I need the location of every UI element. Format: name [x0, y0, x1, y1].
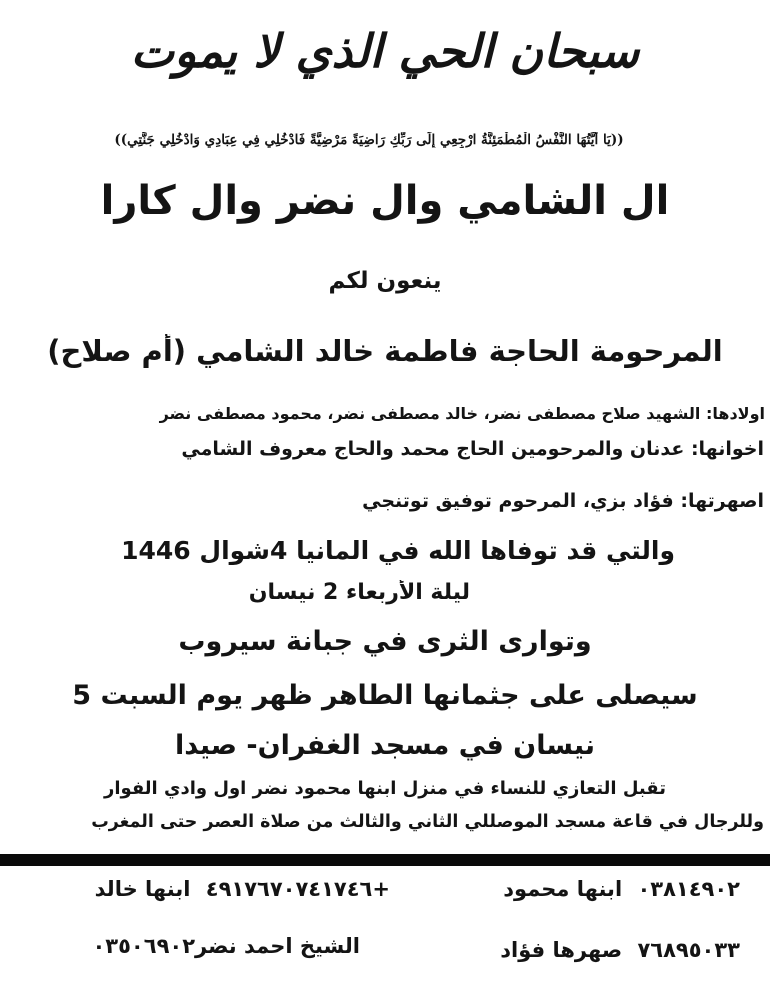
families-title: ال الشامي وال نضر وال كارا [100, 178, 670, 224]
header-calligraphy: سبحان الحي الذي لا يموت [130, 24, 640, 78]
contact-khaled-label: ابنها خالد [94, 877, 191, 901]
contact-ahmad-label: الشيخ احمد نضر [195, 934, 360, 958]
contact-mahmoud-number: ٠٣٨١٤٩٠٢ [637, 877, 740, 901]
contact-khaled [95, 877, 390, 901]
announce-text: ينعون لكم [328, 268, 442, 294]
contact-mahmoud [503, 877, 740, 901]
night-line: ليلة الأربعاء 2 نيسان [248, 580, 470, 605]
condolences-women: تقبل التعازي للنساء في منزل ابنها محمود نضر اول وادي الفوار [104, 778, 666, 799]
contact-fouad-number: ٧٦٨٩٥٠٣٣ [637, 938, 740, 962]
contact-fouad [500, 938, 740, 962]
contact-ahmad-number: ٠٣٥٠٦٩٠٢ [92, 934, 196, 958]
inlaws-line: اصهرتها: فؤاد بزي، المرحوم توفيق توتنجي [362, 490, 764, 512]
divider-bar [0, 854, 770, 866]
brothers-line: اخوانها: عدنان والمرحومين الحاج محمد والحاج معروف الشامي [181, 438, 764, 460]
children-line: اولادها: الشهيد صلاح مصطفى نضر، خالد مصطفى نضر، محمود مصطفى نضر [159, 404, 765, 423]
burial-line: وتوارى الثرى في جبانة سيروب [178, 626, 592, 657]
contact-ahmad [92, 934, 360, 958]
quran-verse: ((يَا أَيَّتُهَا النَّفْسُ الْمُطْمَئِنَّةُ ارْجِعِي إِلَى رَبِّكِ رَاضِيَةً مَرْضِيَّةً فَادْخُلِي فِي عِبَادِي وَادْخُلِي جَنَّتِي)) [114, 132, 624, 148]
prayer-line-2: نيسان في مسجد الغفران- صيدا [175, 730, 595, 761]
deceased-name: المرحومة الحاجة فاطمة خالد الشامي (أم صلاح) [47, 334, 723, 368]
prayer-line-1: سيصلى على جثمانها الطاهر ظهر يوم السبت 5 [72, 680, 698, 711]
contact-fouad-label: صهرها فؤاد [500, 938, 623, 962]
contact-mahmoud-label: ابنها محمود [503, 877, 623, 901]
contact-khaled-number: +٤٩١٧٦٧٠٧٤١٧٤٦ [205, 877, 390, 901]
passing-line: والتي قد توفاها الله في المانيا 4شوال 1446 [121, 536, 675, 565]
condolences-men: وللرجال في قاعة مسجد الموصللي الثاني والثالث من صلاة العصر حتى المغرب [91, 812, 764, 832]
